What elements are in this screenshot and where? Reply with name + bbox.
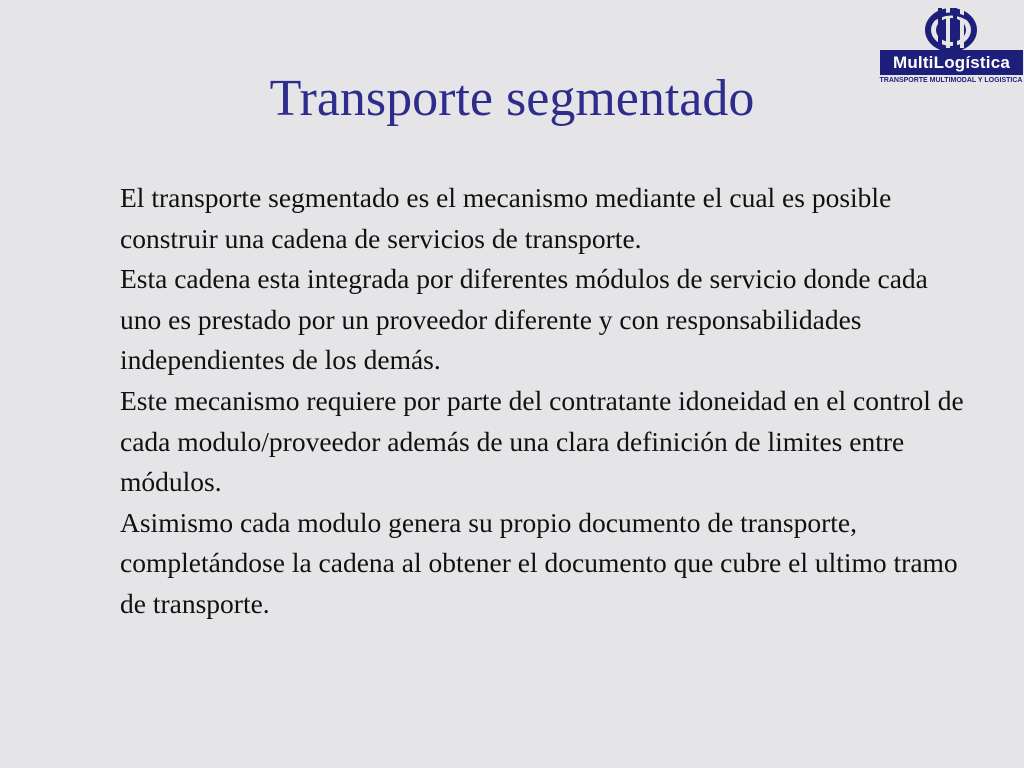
- paragraph-2: Esta cadena esta integrada por diferentes módulos de servicio donde cada uno es prestado por un proveedor diferente y con responsabilidades independientes de los demás.: [120, 263, 928, 376]
- logo-tagline: TRANSPORTE MULTIMODAL Y LOGISTICA: [879, 77, 1023, 84]
- paragraph-1: El transporte segmentado es el mecanismo mediante el cual es posible construir una cadena de servicios de transporte.: [120, 182, 892, 254]
- slide-title: Transporte segmentado: [269, 70, 755, 127]
- paragraph-4: Asimismo cada modulo genera su propio documento de transporte, completándose la cadena al obtener el documento que cubre el ultimo tramo de transporte.: [120, 506, 958, 619]
- paragraph-3: Este mecanismo requiere por parte del contratante idoneidad en el control de cada modulo/proveedor además de una clara definición de limites entre módulos.: [120, 384, 964, 498]
- logo-wordmark: MultiLogística: [880, 50, 1023, 75]
- globe-logo-icon: [916, 4, 986, 52]
- slide-body: [120, 178, 970, 625]
